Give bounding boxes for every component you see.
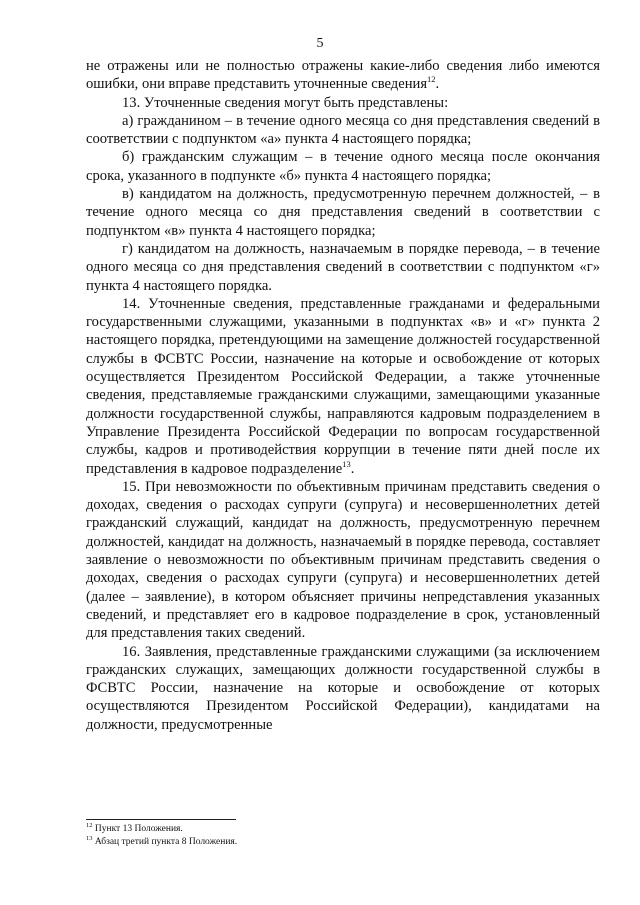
subparagraph-b: б) гражданским служащим – в течение одного месяца после окончания срока, указанного в подпункте «б» пункта 4 настоящего порядка; <box>86 149 600 184</box>
paragraph-15: 15. При невозможности по объективным причинам представить сведения о доходах, сведения о расходах супруги (супруга) и несовершеннолетних детей гражданский служащий, кандидат на должность, предусмотренную перечнем должностей, кандидат на должность, назначаемый в порядке перевода, составляет заявление о невозможности по объективным причинам представить сведения о доходах, сведения о расходах супруги (супруга) и несовершеннолетних детей (далее – заявление), в котором объясняет причины непредставления указанных сведений, и представляет его в кадровое подразделение в срок, установленный для представления таких сведений. <box>86 478 600 642</box>
subparagraph-v: в) кандидатом на должность, предусмотренную перечнем должностей, – в течение одного месяца со дня представления сведений в соответствии с подпунктом «в» пункта 4 настоящего порядка; <box>86 186 600 239</box>
page-number: 5 <box>316 36 324 51</box>
paragraph-14: 14. Уточненные сведения, представленные гражданами и федеральными государственными служащими, указанными в подпунктах «в» и «г» пункта 2 настоящего порядка, претендующими на замещение должностей государственной службы в ФСВТС России, назначение на которые и освобождение от которых осуществляется Президентом Российской Федерации, а также уточненные сведения, представляемые гражданскими служащими, замещающими указанные должности государственной службы, направляются кадровым подразделением в Управление Президента Российской Федерации по вопросам государственной службы, кадров и противодействия коррупции в течение пяти дней после их представления в кадровое подразделение$^{13}$. <box>86 295 600 477</box>
subparagraph-g: г) кандидатом на должность, назначаемым в порядке перевода, – в течение одного месяца со дня представления сведений в соответствии с подпунктом «г» пункта 4 настоящего порядка. <box>86 240 600 294</box>
subparagraph-a: а) гражданином – в течение одного месяца со дня представления сведений в соответствии с подпунктом «а» пункта 4 настоящего порядка; <box>86 112 600 148</box>
paragraph-13: 13. Уточненные сведения могут быть представлены: <box>122 94 449 111</box>
footnote-ref-12: 12 <box>427 74 436 85</box>
footnotes <box>86 823 600 848</box>
footnote-separator <box>86 819 236 820</box>
footnote-13: $^{13}$ Абзац третий пункта 8 Положения. <box>86 834 238 847</box>
footnote-ref-13: 13 <box>342 458 351 469</box>
footnote-12: $^{12}$ Пункт 13 Положения. <box>86 821 183 834</box>
document-body <box>86 57 600 734</box>
paragraph-16: 16. Заявления, представленные гражданскими служащими (за исключением гражданских служащих, замещающих должности государственной службы в ФСВТС России, назначение на которые и освобождение от которых осуществляются Президентом Российской Федерации), кандидатами на должности, предусмотренные <box>86 643 600 733</box>
paragraph-continuation: не отражены или не полностью отражены какие-либо сведения либо имеются ошибки, они вправе представить уточненные сведения$^{12}$. <box>86 58 600 93</box>
